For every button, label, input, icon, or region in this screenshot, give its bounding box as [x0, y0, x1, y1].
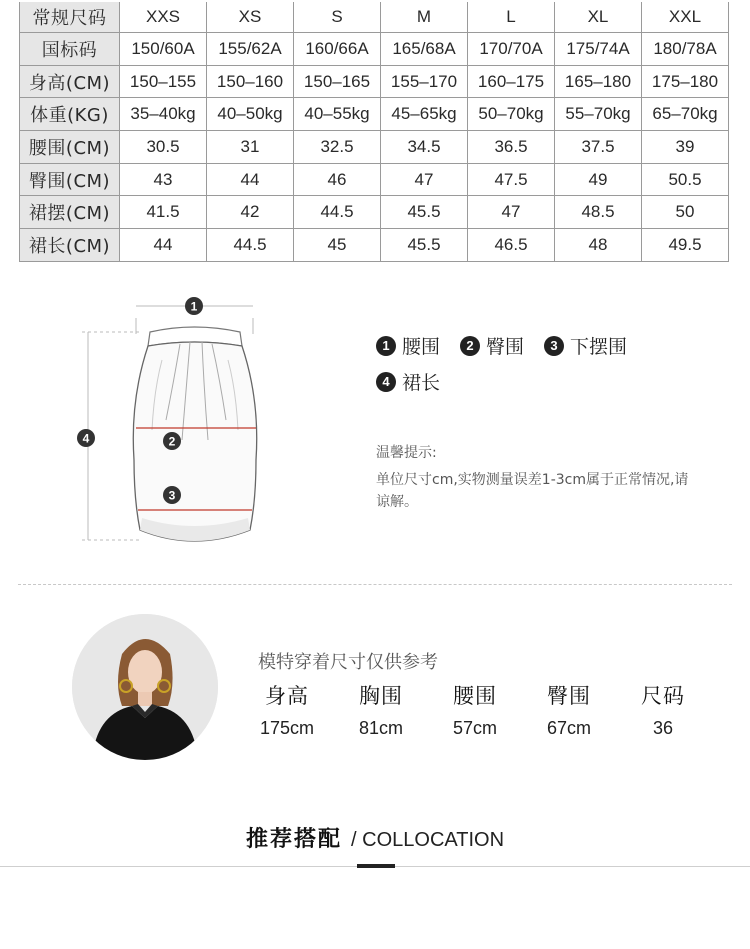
table-cell: 31 [207, 131, 294, 164]
row-header: 身高(CM) [20, 65, 120, 98]
legend-label: 腰围 [402, 336, 441, 358]
table-row [20, 229, 729, 262]
table-row [20, 65, 729, 98]
table-cell: 45–65kg [381, 98, 468, 131]
legend-hem [544, 332, 627, 359]
table-cell: 46 [294, 163, 381, 196]
legend-row-1 [376, 332, 647, 359]
size-table-body [20, 2, 729, 261]
table-cell: XXL [642, 2, 729, 33]
legend-label: 裙长 [402, 372, 441, 394]
model-stats [240, 680, 710, 739]
legend-number: 3 [544, 336, 564, 356]
legend-row-2 [376, 368, 460, 395]
table-cell: 34.5 [381, 131, 468, 164]
stat-bust [334, 680, 428, 739]
stat-hip [522, 680, 616, 739]
row-header: 腰围(CM) [20, 131, 120, 164]
table-cell: 160–175 [468, 65, 555, 98]
table-cell: 39 [642, 131, 729, 164]
legend-hip [460, 332, 524, 359]
table-cell: 160/66A [294, 33, 381, 66]
model-avatar [72, 614, 218, 760]
table-row [20, 163, 729, 196]
table-cell: 65–70kg [642, 98, 729, 131]
table-cell: 42 [207, 196, 294, 229]
stat-label: 臀围 [547, 684, 591, 708]
svg-text:4: 4 [82, 431, 90, 446]
legend-number: 1 [376, 336, 396, 356]
table-cell: 175–180 [642, 65, 729, 98]
table-cell: 32.5 [294, 131, 381, 164]
table-cell: 44.5 [207, 229, 294, 262]
legend-number: 4 [376, 372, 396, 392]
table-cell: 48.5 [555, 196, 642, 229]
table-cell: M [381, 2, 468, 33]
table-cell: 45.5 [381, 229, 468, 262]
table-row [20, 33, 729, 66]
legend-waist [376, 332, 440, 359]
table-cell: 150–160 [207, 65, 294, 98]
collocation-title-cn: 推荐搭配 [245, 827, 342, 852]
table-cell: XXS [120, 2, 207, 33]
stat-label: 尺码 [641, 684, 685, 708]
table-cell: 170/70A [468, 33, 555, 66]
table-cell: 40–55kg [294, 98, 381, 131]
table-cell: 47 [468, 196, 555, 229]
legend-length [376, 368, 440, 395]
table-cell: 43 [120, 163, 207, 196]
table-cell: 150–165 [294, 65, 381, 98]
stat-label: 身高 [265, 684, 309, 708]
section-divider [18, 584, 732, 585]
svg-text:2: 2 [168, 434, 176, 449]
stat-waist [428, 680, 522, 739]
row-header: 体重(KG) [20, 98, 120, 131]
table-cell: XL [555, 2, 642, 33]
table-cell: 155–170 [381, 65, 468, 98]
table-cell: 49 [555, 163, 642, 196]
stat-size [616, 680, 710, 739]
stat-value: 57cm [452, 718, 497, 738]
table-cell: 55–70kg [555, 98, 642, 131]
tip-title: 温馨提示: [376, 445, 437, 461]
svg-text:1: 1 [190, 299, 198, 314]
table-cell: 165–180 [555, 65, 642, 98]
skirt-diagram [70, 290, 290, 550]
legend-label: 臀围 [486, 336, 525, 358]
marker-1 [185, 297, 203, 315]
row-header: 国标码 [20, 33, 120, 66]
table-cell: 37.5 [555, 131, 642, 164]
stat-value: 67cm [546, 718, 591, 738]
table-cell: 46.5 [468, 229, 555, 262]
marker-3 [163, 486, 181, 504]
svg-text:3: 3 [168, 488, 176, 503]
table-cell: 44 [120, 229, 207, 262]
table-cell: 45 [294, 229, 381, 262]
marker-4 [77, 429, 95, 447]
row-header: 裙摆(CM) [20, 196, 120, 229]
stat-value: 175cm [259, 718, 315, 738]
table-row [20, 196, 729, 229]
model-photo [72, 614, 218, 760]
stat-value: 81cm [358, 718, 403, 738]
row-header: 臀围(CM) [20, 163, 120, 196]
table-cell: 36.5 [468, 131, 555, 164]
table-cell: 50.5 [642, 163, 729, 196]
table-cell: 50 [642, 196, 729, 229]
collocation-accent-bar [357, 864, 395, 868]
table-cell: 44.5 [294, 196, 381, 229]
stat-label: 腰围 [453, 684, 497, 708]
table-cell: 40–50kg [207, 98, 294, 131]
marker-2 [163, 432, 181, 450]
table-cell: 49.5 [642, 229, 729, 262]
table-cell: 44 [207, 163, 294, 196]
table-cell: 155/62A [207, 33, 294, 66]
model-note: 模特穿着尺寸仅供参考 [258, 652, 438, 673]
row-header: 裙长(CM) [20, 229, 120, 262]
table-cell: 45.5 [381, 196, 468, 229]
table-cell: 150/60A [120, 33, 207, 66]
table-cell: 175/74A [555, 33, 642, 66]
table-cell: 50–70kg [468, 98, 555, 131]
stat-label: 胸围 [359, 684, 403, 708]
table-cell: 41.5 [120, 196, 207, 229]
table-cell: XS [207, 2, 294, 33]
collocation-title-en: / COLLOCATION [351, 829, 505, 851]
table-cell: 30.5 [120, 131, 207, 164]
table-cell: 48 [555, 229, 642, 262]
table-cell: L [468, 2, 555, 33]
table-cell: 165/68A [381, 33, 468, 66]
stat-height [240, 680, 334, 739]
legend-number: 2 [460, 336, 480, 356]
legend-label: 下摆围 [570, 336, 628, 358]
table-cell: 150–155 [120, 65, 207, 98]
skirt-illustration [70, 290, 290, 550]
collocation-heading [0, 822, 750, 853]
table-cell: 35–40kg [120, 98, 207, 131]
stat-value: 36 [652, 718, 674, 738]
table-cell: 47.5 [468, 163, 555, 196]
size-table [19, 2, 729, 262]
table-row [20, 131, 729, 164]
table-cell: 180/78A [642, 33, 729, 66]
row-header: 常规尺码 [20, 2, 120, 33]
table-row [20, 98, 729, 131]
table-cell: S [294, 2, 381, 33]
tip-body: 单位尺寸cm,实物测量误差1-3cm属于正常情况,请谅解。 [376, 472, 689, 510]
table-row [20, 2, 729, 33]
table-cell: 47 [381, 163, 468, 196]
